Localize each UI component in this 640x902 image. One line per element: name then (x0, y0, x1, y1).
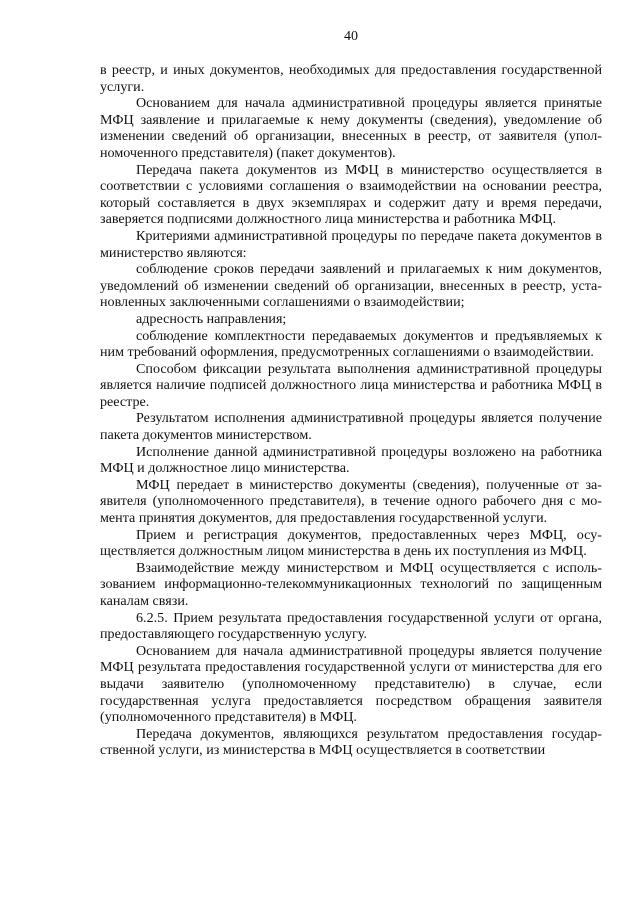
paragraph-4: Критериями административной процедуры по передаче пакета документов в министерство являются: (100, 227, 602, 261)
paragraph-8: Способом фиксации результата выполнения административной процедуры является наличие подписей должностного лица министерства и работника МФЦ в реестре. (100, 360, 602, 410)
paragraph-2: Основанием для начала административной процедуры является принятые МФЦ заявление и прилагаемые к нему документы (сведения), уведомление об изменении сведений об организации, внесенных в реестр, от заявителя (уполномоченного представителя) (пакет документов). (100, 95, 602, 161)
paragraph-16: Передача документов, являющихся результатом предоставления государственной услуги, из министерства в МФЦ осуществляется в соответствии (100, 725, 602, 759)
paragraph-14: 6.2.5. Прием результата предоставления государственной услуги от органа, предоставляющего государственную услугу. (100, 609, 602, 643)
paragraph-6: адресность направления; (136, 310, 287, 327)
paragraph-5: соблюдение сроков передачи заявлений и прилагаемых к ним документов, уведомлений об изменении сведений об организации, внесенных в реестр, установленных заключенными соглашениями о взаимодействии; (100, 261, 602, 311)
paragraph-13: Взаимодействие между министерством и МФЦ осуществляется с использованием информационно-телекоммуникационных технологий по защищенным каналам связи. (100, 559, 602, 609)
paragraph-9: Результатом исполнения административной процедуры является получение пакета документов министерством. (100, 410, 602, 444)
paragraph-3: Передача пакета документов из МФЦ в министерство осуществляется в соответствии с условиями соглашения о взаимодействии на основании реестра, который составляется в двух экземплярах и содержит дату и время передачи, заверяется подписями должностного лица министерства и работника МФЦ. (100, 161, 602, 228)
page-number: 40 (344, 29, 358, 44)
document-body (100, 62, 602, 759)
paragraph-10: Исполнение данной административной процедуры возложено на работника МФЦ и должностное лицо министерства. (100, 443, 602, 477)
paragraph-15: Основанием для начала административной процедуры является получение МФЦ результата предоставления государственной услуги от министерства для его выдачи заявителю (уполномоченному представителю) в случае, если государственная услуга предоставляется посредством обращения заявителя (уполномоченного представителя) в МФЦ. (100, 642, 602, 726)
paragraph-12: Прием и регистрация документов, предоставленных через МФЦ, осуществляется должностным лицом министерства в день их поступления из МФЦ. (100, 526, 602, 560)
paragraph-7: соблюдение комплектности передаваемых документов и предъявляемых к ним требований оформления, предусмотренных соглашениями о взаимодействии. (100, 327, 602, 361)
paragraph-11: МФЦ передает в министерство документы (сведения), полученные от заявителя (уполномоченного представителя), в течение одного рабочего дня с момента принятия документов, для предоставления государственной услуги. (100, 476, 602, 527)
paragraph-1: в реестр, и иных документов, необходимых для предоставления государственной услуги. (100, 62, 602, 95)
